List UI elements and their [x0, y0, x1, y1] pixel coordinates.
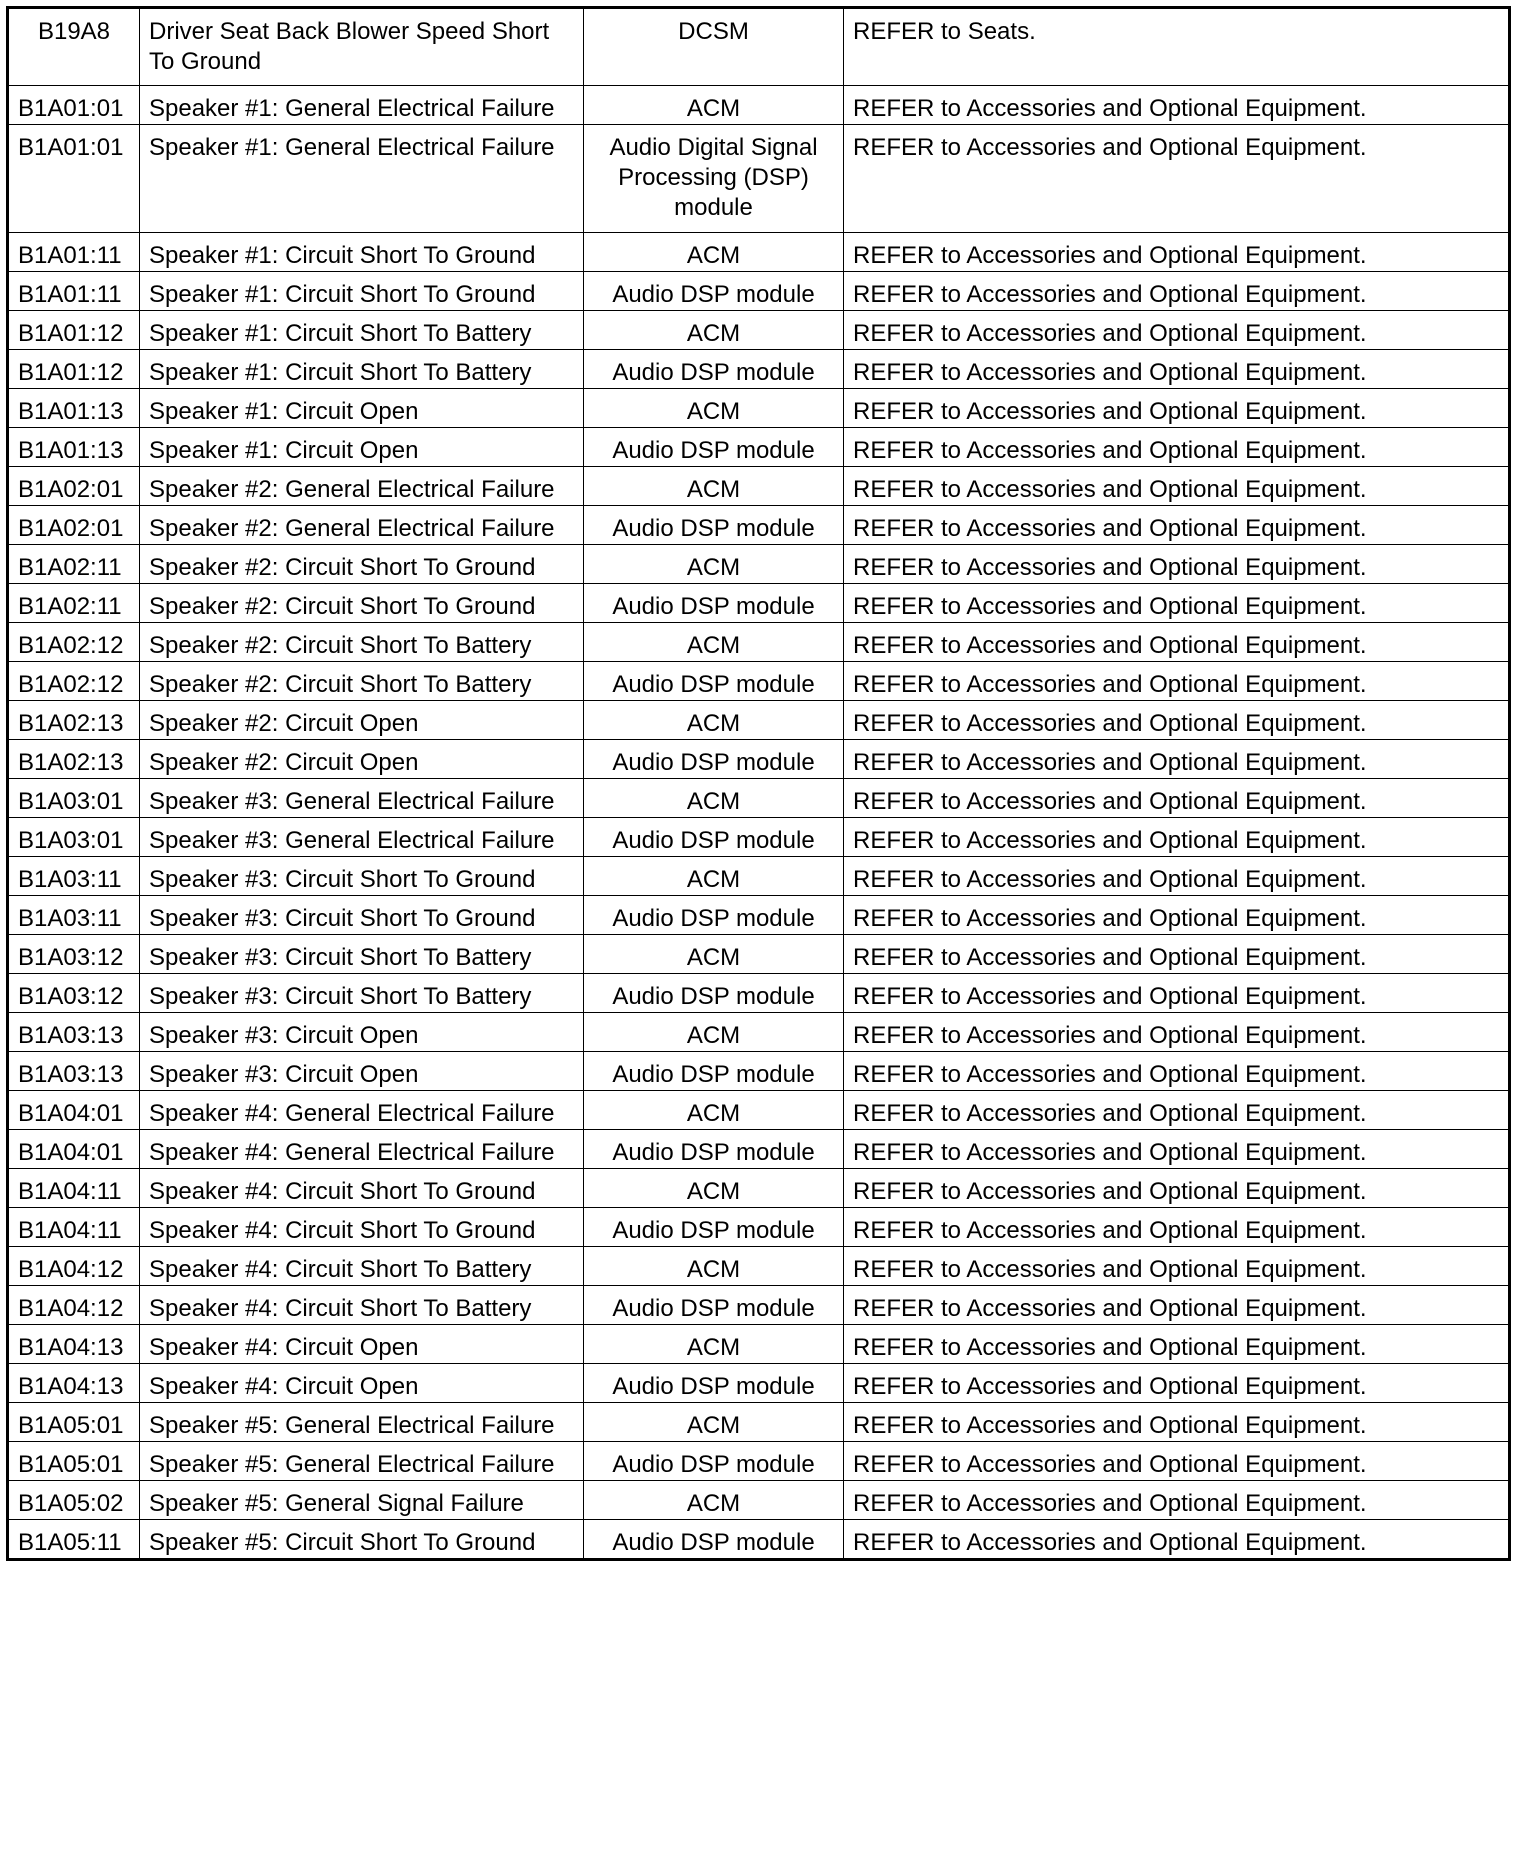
dtc-description-cell: Speaker #5: General Signal Failure	[140, 1481, 584, 1520]
dtc-action-cell: REFER to Accessories and Optional Equipment.	[844, 350, 1510, 389]
dtc-module-cell: Audio DSP module	[584, 272, 844, 311]
dtc-module-cell: Audio DSP module	[584, 1052, 844, 1091]
table-row	[8, 1169, 1510, 1208]
dtc-module-cell: Audio DSP module	[584, 974, 844, 1013]
dtc-code-cell: B1A02:12	[8, 662, 140, 701]
dtc-description-cell: Speaker #3: Circuit Short To Battery	[140, 974, 584, 1013]
dtc-action-cell: REFER to Accessories and Optional Equipment.	[844, 623, 1510, 662]
table-row	[8, 1091, 1510, 1130]
table-row	[8, 857, 1510, 896]
dtc-description-cell: Speaker #3: Circuit Open	[140, 1052, 584, 1091]
dtc-description-cell: Speaker #2: Circuit Short To Battery	[140, 623, 584, 662]
table-row	[8, 428, 1510, 467]
dtc-code-cell: B1A03:11	[8, 857, 140, 896]
dtc-code-cell: B1A03:01	[8, 818, 140, 857]
table-row	[8, 86, 1510, 125]
dtc-description-cell: Driver Seat Back Blower Speed Short To Ground	[140, 8, 584, 86]
table-row	[8, 1208, 1510, 1247]
dtc-action-cell: REFER to Accessories and Optional Equipment.	[844, 311, 1510, 350]
dtc-description-cell: Speaker #1: General Electrical Failure	[140, 125, 584, 233]
dtc-module-cell: Audio DSP module	[584, 1130, 844, 1169]
dtc-table	[6, 6, 1511, 1561]
dtc-code-cell: B1A02:13	[8, 701, 140, 740]
table-row	[8, 125, 1510, 233]
dtc-description-cell: Speaker #5: Circuit Short To Ground	[140, 1520, 584, 1560]
dtc-code-cell: B1A03:01	[8, 779, 140, 818]
dtc-description-cell: Speaker #1: Circuit Open	[140, 389, 584, 428]
dtc-code-cell: B19A8	[8, 8, 140, 86]
table-row	[8, 233, 1510, 272]
dtc-action-cell: REFER to Accessories and Optional Equipment.	[844, 428, 1510, 467]
dtc-module-cell: Audio DSP module	[584, 662, 844, 701]
dtc-module-cell: DCSM	[584, 8, 844, 86]
dtc-action-cell: REFER to Accessories and Optional Equipment.	[844, 1442, 1510, 1481]
dtc-code-cell: B1A01:01	[8, 125, 140, 233]
dtc-module-cell: ACM	[584, 233, 844, 272]
dtc-module-cell: Audio DSP module	[584, 1286, 844, 1325]
dtc-action-cell: REFER to Accessories and Optional Equipment.	[844, 1286, 1510, 1325]
dtc-action-cell: REFER to Accessories and Optional Equipment.	[844, 1169, 1510, 1208]
dtc-description-cell: Speaker #2: Circuit Open	[140, 701, 584, 740]
dtc-action-cell: REFER to Accessories and Optional Equipment.	[844, 935, 1510, 974]
table-row	[8, 662, 1510, 701]
table-row	[8, 1520, 1510, 1560]
dtc-description-cell: Speaker #2: General Electrical Failure	[140, 467, 584, 506]
dtc-code-cell: B1A03:13	[8, 1013, 140, 1052]
dtc-module-cell: ACM	[584, 623, 844, 662]
table-row	[8, 896, 1510, 935]
dtc-code-cell: B1A01:11	[8, 272, 140, 311]
dtc-module-cell: ACM	[584, 1247, 844, 1286]
dtc-action-cell: REFER to Accessories and Optional Equipment.	[844, 896, 1510, 935]
dtc-action-cell: REFER to Accessories and Optional Equipment.	[844, 1481, 1510, 1520]
dtc-module-cell: ACM	[584, 1091, 844, 1130]
dtc-description-cell: Speaker #4: Circuit Short To Ground	[140, 1208, 584, 1247]
dtc-module-cell: ACM	[584, 86, 844, 125]
dtc-code-cell: B1A03:13	[8, 1052, 140, 1091]
dtc-module-cell: ACM	[584, 1481, 844, 1520]
dtc-description-cell: Speaker #1: Circuit Short To Battery	[140, 350, 584, 389]
dtc-module-cell: Audio DSP module	[584, 1520, 844, 1560]
dtc-description-cell: Speaker #3: Circuit Short To Battery	[140, 935, 584, 974]
dtc-module-cell: Audio DSP module	[584, 1364, 844, 1403]
dtc-action-cell: REFER to Accessories and Optional Equipment.	[844, 1052, 1510, 1091]
dtc-code-cell: B1A04:12	[8, 1247, 140, 1286]
dtc-module-cell: Audio DSP module	[584, 506, 844, 545]
dtc-action-cell: REFER to Accessories and Optional Equipment.	[844, 584, 1510, 623]
dtc-code-cell: B1A04:13	[8, 1364, 140, 1403]
dtc-description-cell: Speaker #4: Circuit Short To Battery	[140, 1286, 584, 1325]
dtc-description-cell: Speaker #1: Circuit Open	[140, 428, 584, 467]
dtc-module-cell: ACM	[584, 545, 844, 584]
dtc-code-cell: B1A03:12	[8, 974, 140, 1013]
table-row	[8, 623, 1510, 662]
dtc-description-cell: Speaker #1: Circuit Short To Ground	[140, 272, 584, 311]
table-row	[8, 389, 1510, 428]
dtc-description-cell: Speaker #1: Circuit Short To Ground	[140, 233, 584, 272]
dtc-action-cell: REFER to Accessories and Optional Equipment.	[844, 467, 1510, 506]
dtc-description-cell: Speaker #1: General Electrical Failure	[140, 86, 584, 125]
dtc-module-cell: ACM	[584, 935, 844, 974]
dtc-description-cell: Speaker #3: Circuit Short To Ground	[140, 896, 584, 935]
table-row	[8, 350, 1510, 389]
dtc-module-cell: Audio DSP module	[584, 1208, 844, 1247]
dtc-module-cell: Audio Digital Signal Processing (DSP) module	[584, 125, 844, 233]
dtc-action-cell: REFER to Accessories and Optional Equipment.	[844, 125, 1510, 233]
dtc-code-cell: B1A01:13	[8, 428, 140, 467]
table-row	[8, 1052, 1510, 1091]
dtc-code-cell: B1A03:12	[8, 935, 140, 974]
dtc-module-cell: ACM	[584, 857, 844, 896]
dtc-code-cell: B1A01:12	[8, 311, 140, 350]
table-row	[8, 8, 1510, 86]
dtc-module-cell: ACM	[584, 701, 844, 740]
dtc-description-cell: Speaker #2: General Electrical Failure	[140, 506, 584, 545]
dtc-code-cell: B1A05:01	[8, 1442, 140, 1481]
table-row	[8, 506, 1510, 545]
dtc-description-cell: Speaker #3: General Electrical Failure	[140, 818, 584, 857]
table-row	[8, 467, 1510, 506]
table-row	[8, 1481, 1510, 1520]
dtc-action-cell: REFER to Accessories and Optional Equipment.	[844, 701, 1510, 740]
table-row	[8, 1013, 1510, 1052]
table-row	[8, 1403, 1510, 1442]
dtc-module-cell: Audio DSP module	[584, 428, 844, 467]
dtc-code-cell: B1A04:11	[8, 1208, 140, 1247]
dtc-description-cell: Speaker #3: Circuit Open	[140, 1013, 584, 1052]
dtc-action-cell: REFER to Accessories and Optional Equipment.	[844, 233, 1510, 272]
table-row	[8, 779, 1510, 818]
table-row	[8, 974, 1510, 1013]
table-row	[8, 818, 1510, 857]
dtc-description-cell: Speaker #3: General Electrical Failure	[140, 779, 584, 818]
table-row	[8, 701, 1510, 740]
dtc-code-cell: B1A05:01	[8, 1403, 140, 1442]
dtc-code-cell: B1A04:12	[8, 1286, 140, 1325]
dtc-code-cell: B1A01:12	[8, 350, 140, 389]
dtc-description-cell: Speaker #5: General Electrical Failure	[140, 1442, 584, 1481]
dtc-code-cell: B1A02:12	[8, 623, 140, 662]
table-row	[8, 584, 1510, 623]
dtc-code-cell: B1A02:11	[8, 545, 140, 584]
dtc-description-cell: Speaker #2: Circuit Short To Ground	[140, 545, 584, 584]
dtc-code-cell: B1A04:13	[8, 1325, 140, 1364]
dtc-description-cell: Speaker #4: Circuit Open	[140, 1364, 584, 1403]
dtc-module-cell: Audio DSP module	[584, 740, 844, 779]
dtc-code-cell: B1A02:11	[8, 584, 140, 623]
dtc-action-cell: REFER to Accessories and Optional Equipment.	[844, 1091, 1510, 1130]
dtc-code-cell: B1A04:01	[8, 1091, 140, 1130]
table-row	[8, 1364, 1510, 1403]
dtc-description-cell: Speaker #2: Circuit Open	[140, 740, 584, 779]
table-row	[8, 740, 1510, 779]
dtc-action-cell: REFER to Accessories and Optional Equipment.	[844, 1013, 1510, 1052]
dtc-description-cell: Speaker #1: Circuit Short To Battery	[140, 311, 584, 350]
dtc-module-cell: ACM	[584, 389, 844, 428]
dtc-code-cell: B1A01:01	[8, 86, 140, 125]
dtc-code-cell: B1A03:11	[8, 896, 140, 935]
dtc-action-cell: REFER to Accessories and Optional Equipment.	[844, 1130, 1510, 1169]
table-row	[8, 1247, 1510, 1286]
dtc-code-cell: B1A05:11	[8, 1520, 140, 1560]
dtc-description-cell: Speaker #2: Circuit Short To Ground	[140, 584, 584, 623]
dtc-description-cell: Speaker #5: General Electrical Failure	[140, 1403, 584, 1442]
table-row	[8, 272, 1510, 311]
dtc-code-cell: B1A04:01	[8, 1130, 140, 1169]
dtc-code-cell: B1A05:02	[8, 1481, 140, 1520]
dtc-code-cell: B1A04:11	[8, 1169, 140, 1208]
dtc-action-cell: REFER to Accessories and Optional Equipment.	[844, 1325, 1510, 1364]
dtc-description-cell: Speaker #4: Circuit Short To Ground	[140, 1169, 584, 1208]
dtc-action-cell: REFER to Accessories and Optional Equipment.	[844, 1520, 1510, 1560]
dtc-action-cell: REFER to Accessories and Optional Equipment.	[844, 779, 1510, 818]
dtc-action-cell: REFER to Accessories and Optional Equipment.	[844, 818, 1510, 857]
dtc-action-cell: REFER to Accessories and Optional Equipment.	[844, 545, 1510, 584]
table-row	[8, 1442, 1510, 1481]
dtc-module-cell: ACM	[584, 1325, 844, 1364]
table-row	[8, 1130, 1510, 1169]
dtc-code-cell: B1A01:11	[8, 233, 140, 272]
dtc-module-cell: Audio DSP module	[584, 584, 844, 623]
dtc-code-cell: B1A02:13	[8, 740, 140, 779]
dtc-action-cell: REFER to Accessories and Optional Equipment.	[844, 1364, 1510, 1403]
table-row	[8, 935, 1510, 974]
dtc-module-cell: ACM	[584, 1403, 844, 1442]
dtc-action-cell: REFER to Accessories and Optional Equipment.	[844, 1247, 1510, 1286]
dtc-module-cell: Audio DSP module	[584, 350, 844, 389]
dtc-description-cell: Speaker #4: Circuit Short To Battery	[140, 1247, 584, 1286]
dtc-action-cell: REFER to Accessories and Optional Equipment.	[844, 740, 1510, 779]
dtc-code-cell: B1A01:13	[8, 389, 140, 428]
dtc-action-cell: REFER to Accessories and Optional Equipment.	[844, 506, 1510, 545]
dtc-description-cell: Speaker #4: Circuit Open	[140, 1325, 584, 1364]
dtc-module-cell: ACM	[584, 1169, 844, 1208]
dtc-action-cell: REFER to Accessories and Optional Equipment.	[844, 974, 1510, 1013]
dtc-module-cell: Audio DSP module	[584, 896, 844, 935]
dtc-module-cell: ACM	[584, 779, 844, 818]
dtc-action-cell: REFER to Accessories and Optional Equipment.	[844, 389, 1510, 428]
dtc-table-body	[8, 8, 1510, 1560]
table-row	[8, 311, 1510, 350]
dtc-action-cell: REFER to Accessories and Optional Equipment.	[844, 662, 1510, 701]
dtc-action-cell: REFER to Seats.	[844, 8, 1510, 86]
dtc-action-cell: REFER to Accessories and Optional Equipment.	[844, 1208, 1510, 1247]
table-row	[8, 1325, 1510, 1364]
dtc-description-cell: Speaker #2: Circuit Short To Battery	[140, 662, 584, 701]
dtc-module-cell: ACM	[584, 1013, 844, 1052]
dtc-code-cell: B1A02:01	[8, 506, 140, 545]
dtc-module-cell: Audio DSP module	[584, 1442, 844, 1481]
dtc-module-cell: ACM	[584, 467, 844, 506]
dtc-description-cell: Speaker #3: Circuit Short To Ground	[140, 857, 584, 896]
dtc-code-cell: B1A02:01	[8, 467, 140, 506]
dtc-description-cell: Speaker #4: General Electrical Failure	[140, 1130, 584, 1169]
dtc-action-cell: REFER to Accessories and Optional Equipment.	[844, 857, 1510, 896]
table-row	[8, 545, 1510, 584]
dtc-action-cell: REFER to Accessories and Optional Equipment.	[844, 86, 1510, 125]
dtc-module-cell: Audio DSP module	[584, 818, 844, 857]
dtc-description-cell: Speaker #4: General Electrical Failure	[140, 1091, 584, 1130]
dtc-action-cell: REFER to Accessories and Optional Equipment.	[844, 272, 1510, 311]
dtc-module-cell: ACM	[584, 311, 844, 350]
dtc-action-cell: REFER to Accessories and Optional Equipment.	[844, 1403, 1510, 1442]
table-row	[8, 1286, 1510, 1325]
